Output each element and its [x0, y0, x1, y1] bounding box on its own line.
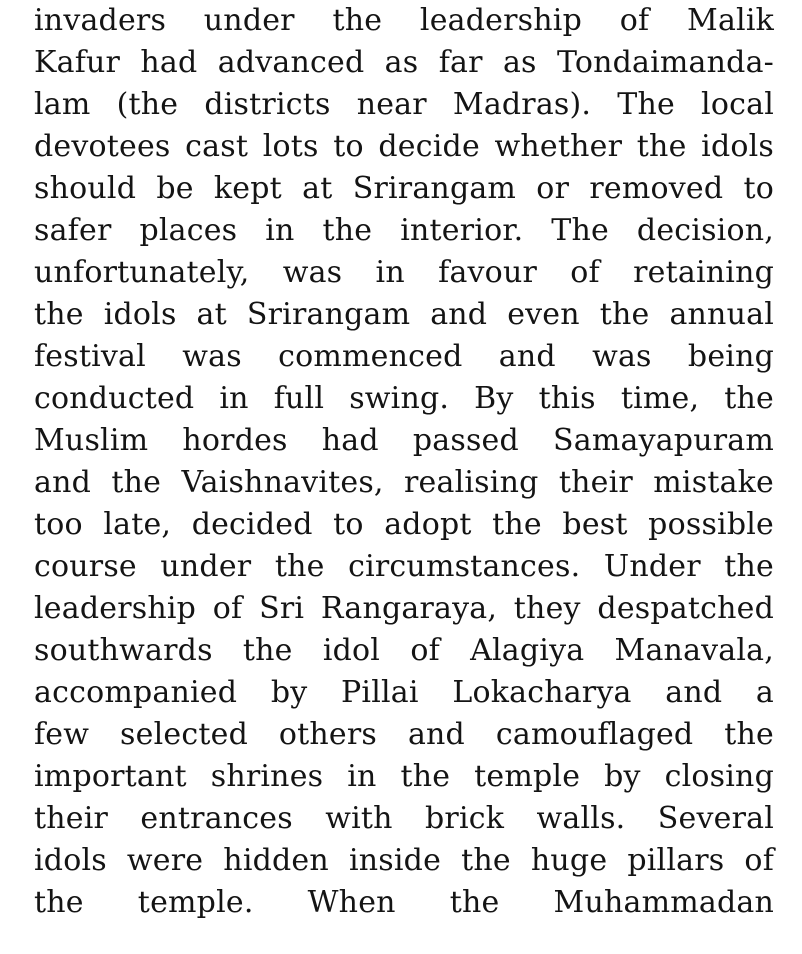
- text-line: conducted in full swing. By this time, the: [34, 381, 774, 416]
- text-line: unfortunately, was in favour of retaining: [34, 255, 774, 290]
- text-line: course under the circumstances. Under the: [34, 549, 774, 584]
- text-line: Muslim hordes had passed Samayapuram: [34, 423, 774, 458]
- text-line: lam (the districts near Madras). The local: [34, 87, 774, 122]
- text-line: Kafur had advanced as far as Tondaimanda-: [34, 45, 774, 80]
- text-line: accompanied by Pillai Lokacharya and a: [34, 675, 774, 710]
- text-line: their entrances with brick walls. Several: [34, 801, 774, 836]
- text-line: idols were hidden inside the huge pillars of: [34, 843, 774, 878]
- text-line: too late, decided to adopt the best possible: [34, 507, 774, 542]
- text-line: southwards the idol of Alagiya Manavala,: [34, 633, 774, 668]
- text-line: leadership of Sri Rangaraya, they despatched: [34, 591, 774, 626]
- text-line: safer places in the interior. The decision,: [34, 213, 774, 248]
- text-line: should be kept at Srirangam or removed to: [34, 171, 774, 206]
- text-line: devotees cast lots to decide whether the idols: [34, 129, 774, 164]
- text-line: the idols at Srirangam and even the annual: [34, 297, 774, 332]
- text-line: and the Vaishnavites, realising their mistake: [34, 465, 774, 500]
- text-line: important shrines in the temple by closing: [34, 759, 774, 794]
- text-line: the temple. When the Muhammadan: [34, 885, 774, 920]
- text-line: few selected others and camouflaged the: [34, 717, 774, 752]
- text-line: invaders under the leadership of Malik: [34, 3, 774, 38]
- body-paragraph: [34, 0, 774, 924]
- text-line: festival was commenced and was being: [34, 339, 774, 374]
